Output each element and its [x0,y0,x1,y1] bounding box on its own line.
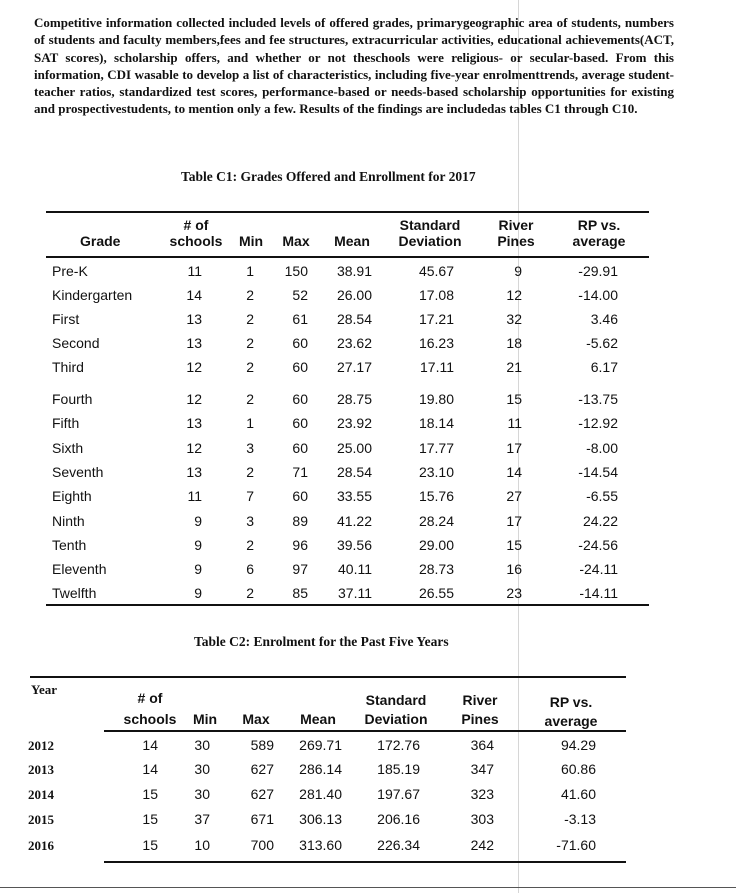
table2-cell-schools: 14 [142,761,158,777]
table1-cell-mean: 40.11 [338,561,372,577]
table1-cell-diff: 6.17 [590,359,618,375]
table1-cell-label: Fifth [52,415,80,431]
table1-cell-min: 6 [246,561,254,577]
table2-header-schools-1: # of [137,690,163,706]
table1-cell-mean: 26.00 [336,287,372,303]
table1-bottom-rule [46,604,649,606]
table1-cell-rp: 17 [506,440,522,456]
table2-cell-schools: 15 [142,811,158,827]
table1-cell-label: Eleventh [52,561,107,577]
table1-cell-rp: 12 [506,287,522,303]
table1-cell-max: 97 [292,561,308,577]
table1-cell-mean: 23.92 [336,415,372,431]
page-bottom-line [0,887,736,888]
table1-cell-rp: 23 [506,585,522,601]
table1-cell-sd: 17.21 [418,311,454,327]
table2-header-min: Min [192,711,218,727]
table2-cell-schools: 14 [142,737,158,753]
table1-cell-diff: 24.22 [582,513,618,529]
table1-cell-max: 61 [292,311,308,327]
table1-cell-mean: 23.62 [336,335,372,351]
table1-cell-mean: 28.75 [336,391,372,407]
table1-cell-mean: 28.54 [336,311,372,327]
table1-header-rp-2: Pines [497,233,535,249]
table1-cell-diff: -13.75 [578,391,618,407]
table1-cell-diff: -24.11 [579,561,618,577]
table1-header-rp-1: River [498,217,534,233]
table1-cell-diff: -14.11 [579,585,618,601]
table1-cell-sd: 26.55 [418,585,454,601]
table1-cell-min: 7 [246,488,254,504]
table1-cell-mean: 38.91 [336,263,372,279]
table1-cell-max: 71 [292,464,308,480]
table2-cell-label: 2015 [28,812,54,827]
table2-cell-min: 37 [194,811,210,827]
table1-cell-diff: -12.92 [578,415,618,431]
table2-top-rule [30,676,626,678]
table1-cell-sd: 15.76 [418,488,454,504]
table1-cell-diff: -29.91 [578,263,618,279]
table2-cell-max: 671 [250,811,274,827]
table1-cell-label: Second [52,335,100,351]
table2-header-rp-2: Pines [461,711,499,727]
table1-cell-label: Ninth [52,513,85,529]
table2-cell-rp: 303 [470,811,494,827]
table2-header-rule [104,730,626,732]
table1-cell-diff: -14.00 [578,287,618,303]
table1-cell-min: 2 [246,391,254,407]
table2-header-sd-1: Standard [365,692,427,708]
table2-cell-sd: 226.34 [377,837,420,853]
table2-cell-min: 30 [194,786,210,802]
table2-cell-min: 30 [194,761,210,777]
table1-cell-label: First [52,311,80,327]
table1-cell-schools: 12 [186,440,202,456]
table1-cell-rp: 18 [506,335,522,351]
table1-cell-schools: 14 [186,287,202,303]
table1-cell-sd: 45.67 [418,263,454,279]
table1-header-grade: Grade [80,233,121,249]
table1-cell-min: 2 [246,537,254,553]
table1-cell-rp: 17 [506,513,522,529]
table1-cell-mean: 27.17 [336,359,372,375]
table2-cell-label: 2014 [28,787,54,802]
table1-cell-schools: 9 [194,561,202,577]
table2-cell-sd: 172.76 [377,737,420,753]
table1-top-rule [46,211,649,213]
table1-cell-label: Tenth [52,537,87,553]
table1-cell-max: 89 [292,513,308,529]
table1-cell-diff: -6.55 [586,488,618,504]
table1-header-min: Min [238,233,264,249]
table1-cell-diff: -24.56 [578,537,618,553]
table1-cell-mean: 39.56 [336,537,372,553]
table1-cell-max: 60 [292,415,308,431]
table1-cell-schools: 13 [186,335,202,351]
table2-cell-mean: 269.71 [299,737,342,753]
table2-cell-min: 30 [194,737,210,753]
table1-cell-label: Kindergarten [52,287,133,303]
table1-cell-min: 2 [246,311,254,327]
table1-header-schools-1: # of [183,217,209,233]
table1-cell-rp: 11 [507,415,522,431]
table1-cell-diff: -5.62 [586,335,618,351]
table1-cell-schools: 13 [186,464,202,480]
table1-cell-sd: 17.08 [418,287,454,303]
table1-header-sd-2: Deviation [398,233,462,249]
table1-cell-mean: 33.55 [336,488,372,504]
table2-header-max: Max [242,711,270,727]
table1-cell-label: Eighth [52,488,92,504]
table2-cell-max: 589 [250,737,274,753]
table2-header-mean: Mean [300,711,336,727]
table1-header-diff-2: average [572,233,626,249]
table2-header-diff-2: average [544,713,598,729]
table1-cell-mean: 28.54 [336,464,372,480]
table2-cell-diff: 60.86 [560,761,596,777]
table2-header-diff-1: RP vs. [549,694,593,710]
table2-cell-sd: 185.19 [377,761,420,777]
table2-header-rp-1: River [462,692,498,708]
intro-paragraph: Competitive information collected included levels of offered grades, primarygeographic area of students, numbers of students and faculty members,fees and fee structures, extracurricular activities, educational achievements(ACT, SAT scores), scholarship offers, and whether or not theschools were religious- or secular-based. From this information, CDI wasable to develop a list of characteristics, including five-year enrolmenttrends, average student-teacher ratios, standardized test scores, performance-based or needs-based scholarship opportunities for existing and prospectivestudents, to mention only a few. Results of the findings are includedas tables C1 through C10. [34,15,674,117]
table1-caption: Table C1: Grades Offered and Enrollment for 2017 [181,169,476,184]
table2-cell-mean: 306.13 [299,811,342,827]
table1-header-mean: Mean [334,233,370,249]
table2-cell-rp: 242 [470,837,494,853]
table2-header-year: Year [31,682,57,697]
table1-cell-mean: 41.22 [336,513,372,529]
table1-cell-label: Third [52,359,84,375]
table1-cell-max: 96 [292,537,308,553]
table1-cell-label: Sixth [52,440,84,456]
table2-cell-mean: 281.40 [299,786,342,802]
table1-cell-min: 2 [246,464,254,480]
table2-cell-label: 2016 [28,838,54,853]
table1-cell-max: 85 [292,585,308,601]
table1-header-diff-1: RP vs. [577,217,621,233]
table2-cell-max: 627 [250,786,274,802]
table1-cell-min: 2 [246,335,254,351]
table1-cell-label: Seventh [52,464,104,480]
table1-cell-rp: 21 [506,359,522,375]
table2-bottom-rule [104,861,626,863]
table2-cell-diff: -71.60 [556,837,596,853]
table1-cell-schools: 9 [194,585,202,601]
table1-cell-rp: 16 [506,561,522,577]
table1-cell-max: 60 [292,391,308,407]
table1-cell-min: 2 [246,359,254,375]
table1-cell-schools: 13 [186,311,202,327]
table1-cell-rp: 27 [506,488,522,504]
table1-cell-diff: -14.54 [578,464,618,480]
table2-cell-schools: 15 [142,786,158,802]
table1-cell-rp: 32 [506,311,522,327]
table1-cell-sd: 19.80 [418,391,454,407]
table2-cell-diff: 94.29 [560,737,596,753]
table1-cell-schools: 11 [187,488,202,504]
table2-cell-mean: 313.60 [299,837,342,853]
table2-header-sd-2: Deviation [364,711,428,727]
table1-cell-max: 60 [292,359,308,375]
table1-cell-min: 3 [246,513,254,529]
table1-cell-schools: 12 [186,359,202,375]
table1-cell-sd: 16.23 [418,335,454,351]
table1-cell-label: Fourth [52,391,93,407]
table2-cell-diff: -3.13 [564,811,596,827]
table2-cell-schools: 15 [142,837,158,853]
table1-cell-schools: 11 [187,263,202,279]
table1-header-rule [46,256,649,258]
table2-cell-min: 10 [194,837,210,853]
table2-cell-diff: 41.60 [560,786,596,802]
table1-cell-sd: 28.73 [418,561,454,577]
table1-cell-min: 1 [246,263,254,279]
table1-header-sd-1: Standard [399,217,461,233]
table1-cell-min: 2 [246,585,254,601]
table2-cell-sd: 197.67 [377,786,420,802]
table2-caption: Table C2: Enrolment for the Past Five Years [194,634,449,649]
table1-cell-sd: 28.24 [418,513,454,529]
table1-cell-label: Pre-K [52,263,88,279]
table2-cell-rp: 323 [470,786,494,802]
table1-cell-diff: -8.00 [586,440,618,456]
table1-cell-mean: 25.00 [336,440,372,456]
table1-cell-sd: 17.77 [418,440,454,456]
table2-cell-sd: 206.16 [377,811,420,827]
table1-cell-diff: 3.46 [590,311,618,327]
table1-cell-max: 52 [292,287,308,303]
table1-cell-rp: 15 [506,537,522,553]
table2-cell-label: 2012 [28,738,54,753]
table1-cell-max: 60 [292,488,308,504]
table2-cell-max: 627 [250,761,274,777]
table2-cell-rp: 347 [470,761,494,777]
table1-header-schools-2: schools [169,233,223,249]
table1-cell-max: 150 [284,263,308,279]
table1-cell-schools: 9 [194,537,202,553]
table1-cell-mean: 37.11 [338,585,372,601]
table1-cell-rp: 14 [506,464,522,480]
table2-cell-rp: 364 [470,737,494,753]
table1-cell-schools: 12 [186,391,202,407]
table1-cell-rp: 15 [506,391,522,407]
table1-cell-min: 2 [246,287,254,303]
table1-cell-sd: 17.11 [420,359,454,375]
table1-cell-sd: 29.00 [418,537,454,553]
table1-cell-min: 1 [246,415,254,431]
table1-cell-max: 60 [292,335,308,351]
table1-cell-max: 60 [292,440,308,456]
table1-cell-min: 3 [246,440,254,456]
table2-cell-label: 2013 [28,762,54,777]
table2-header-schools-2: schools [123,711,177,727]
table2-cell-max: 700 [250,837,274,853]
table1-cell-label: Twelfth [52,585,97,601]
table1-cell-schools: 13 [186,415,202,431]
table1-cell-sd: 23.10 [418,464,454,480]
table1-cell-schools: 9 [194,513,202,529]
table1-cell-sd: 18.14 [418,415,454,431]
table1-header-max: Max [282,233,310,249]
table1-cell-rp: 9 [514,263,522,279]
table2-cell-mean: 286.14 [299,761,342,777]
